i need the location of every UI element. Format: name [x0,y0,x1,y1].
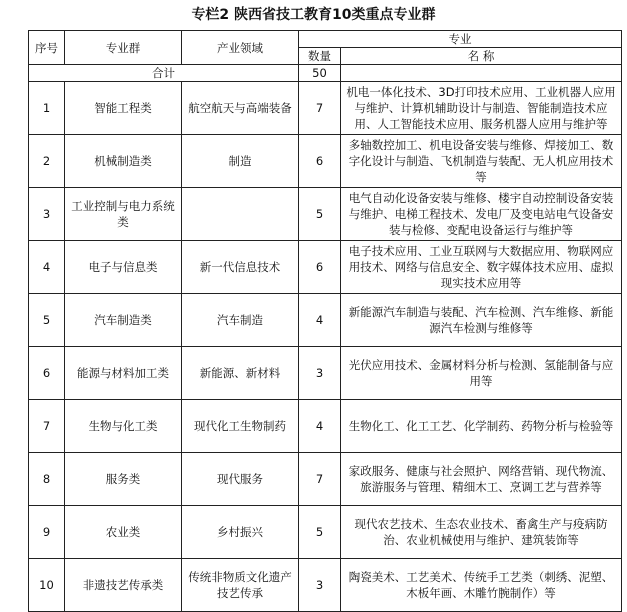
row-group: 服务类 [65,453,182,506]
row-count: 5 [299,506,341,559]
table-row [29,400,622,453]
table-row [29,294,622,347]
row-field: 现代化工生物制药 [182,400,299,453]
table-row [29,135,622,188]
row-group: 智能工程类 [65,82,182,135]
row-count: 4 [299,294,341,347]
row-seq: 3 [29,188,65,241]
row-seq: 6 [29,347,65,400]
row-group: 机械制造类 [65,135,182,188]
row-names: 现代农艺技术、生态农业技术、畜禽生产与疫病防治、农业机械使用与维护、建筑装饰等 [341,506,622,559]
header-row [29,31,622,48]
total-count: 50 [299,65,341,82]
total-empty [341,65,622,82]
row-group: 农业类 [65,506,182,559]
header-seq: 序号 [29,31,65,65]
row-count: 5 [299,188,341,241]
table-row [29,559,622,612]
row-field: 汽车制造 [182,294,299,347]
header-group: 专业群 [65,31,182,65]
row-names: 多轴数控加工、机电设备安装与维修、焊接加工、数字化设计与制造、飞机制造与装配、无人机应用技术等 [341,135,622,188]
row-group: 工业控制与电力系统类 [65,188,182,241]
row-names: 电子技术应用、工业互联网与大数据应用、物联网应用技术、网络与信息安全、数字媒体技术应用、虚拟现实技术应用等 [341,241,622,294]
row-seq: 2 [29,135,65,188]
row-field [182,188,299,241]
major-groups-table [28,30,622,612]
row-seq: 5 [29,294,65,347]
table-row [29,506,622,559]
row-count: 4 [299,400,341,453]
row-field: 制造 [182,135,299,188]
row-count: 3 [299,559,341,612]
table-title: 专栏2 陕西省技工教育10类重点专业群 [191,7,436,23]
row-group: 生物与化工类 [65,400,182,453]
row-names: 陶瓷美术、工艺美术、传统手工艺类（刺绣、泥塑、木板年画、木雕竹腕制作）等 [341,559,622,612]
table-row [29,347,622,400]
row-names: 光伏应用技术、金属材料分析与检测、氢能制备与应用等 [341,347,622,400]
table-row [29,188,622,241]
row-field: 航空航天与高端装备 [182,82,299,135]
table-row [29,453,622,506]
table-row [29,82,622,135]
table-row [29,241,622,294]
row-count: 3 [299,347,341,400]
row-field: 现代服务 [182,453,299,506]
header-names: 名 称 [341,48,622,65]
row-names: 机电一体化技术、3D打印技术应用、工业机器人应用与维护、计算机辅助设计与制造、智能制造技术应用、人工智能技术应用、服务机器人应用与维护等 [341,82,622,135]
header-count: 数量 [299,48,341,65]
row-field: 新一代信息技术 [182,241,299,294]
row-seq: 10 [29,559,65,612]
row-seq: 9 [29,506,65,559]
row-names: 生物化工、化工工艺、化学制药、药物分析与检验等 [341,400,622,453]
row-names: 新能源汽车制造与装配、汽车检测、汽车维修、新能源汽车检测与维修等 [341,294,622,347]
header-field: 产业领域 [182,31,299,65]
row-seq: 7 [29,400,65,453]
header-major: 专业 [299,31,622,48]
row-field: 乡村振兴 [182,506,299,559]
row-count: 6 [299,135,341,188]
row-names: 家政服务、健康与社会照护、网络营销、现代物流、旅游服务与管理、精细木工、烹调工艺与营养等 [341,453,622,506]
row-field: 传统非物质文化遗产技艺传承 [182,559,299,612]
total-row [29,65,622,82]
row-names: 电气自动化设备安装与维修、楼宇自动控制设备安装与维护、电梯工程技术、发电厂及变电站电气设备安装与检修、变配电设备运行与维护等 [341,188,622,241]
row-field: 新能源、新材料 [182,347,299,400]
row-seq: 1 [29,82,65,135]
row-seq: 8 [29,453,65,506]
row-seq: 4 [29,241,65,294]
row-count: 7 [299,453,341,506]
row-group: 非遗技艺传承类 [65,559,182,612]
row-group: 汽车制造类 [65,294,182,347]
row-count: 7 [299,82,341,135]
row-group: 能源与材料加工类 [65,347,182,400]
total-label: 合计 [29,65,299,82]
row-count: 6 [299,241,341,294]
row-group: 电子与信息类 [65,241,182,294]
